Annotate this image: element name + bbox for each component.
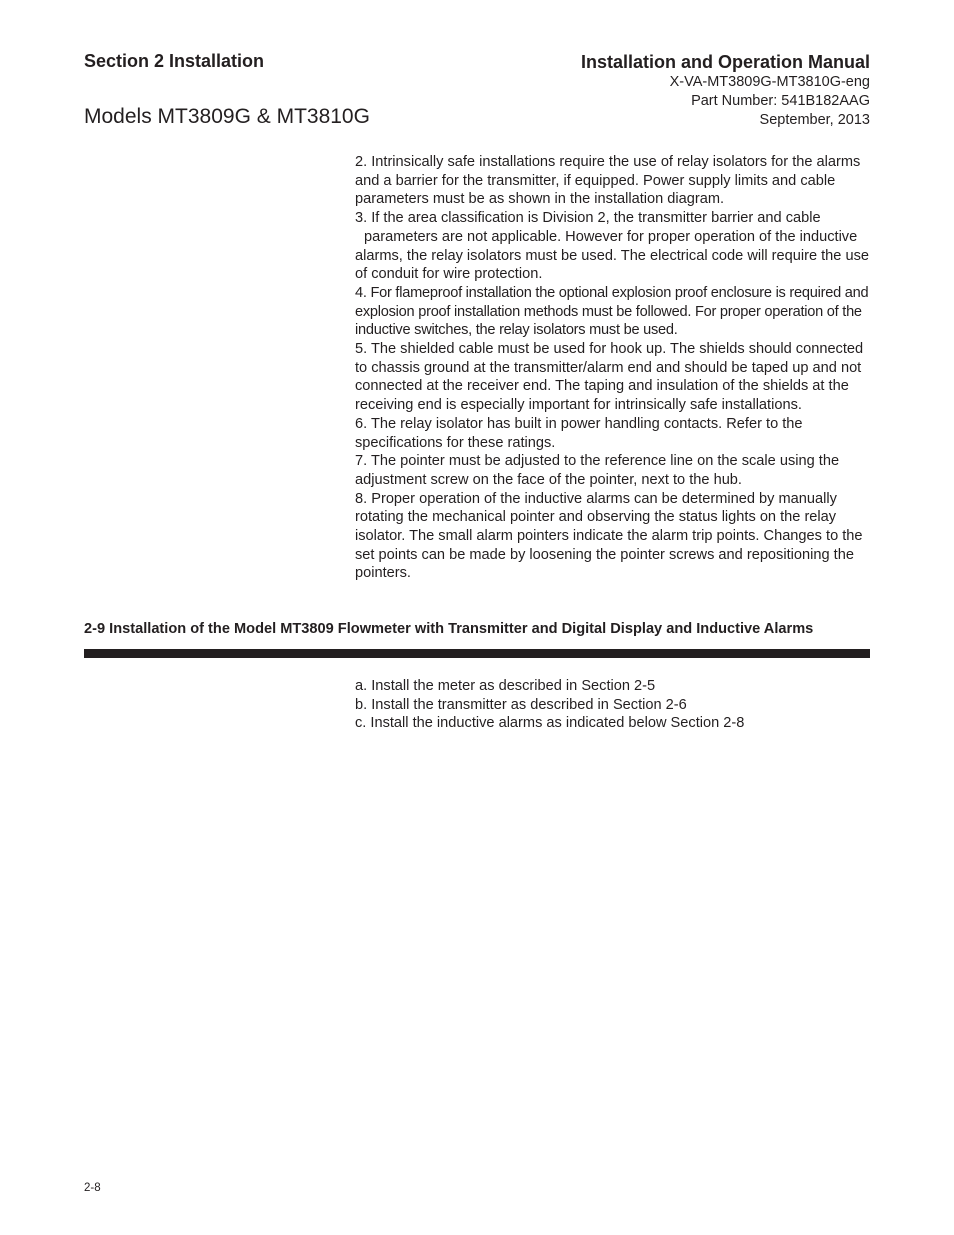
note-3: 3. If the area classification is Division 2, the transmitter barrier and cable <box>355 210 821 227</box>
models-title: Models MT3809G & MT3810G <box>84 105 370 128</box>
section-divider <box>84 649 870 658</box>
section-label: Section 2 Installation <box>84 51 265 71</box>
installation-steps <box>355 677 875 733</box>
note-6: 6. The relay isolator has built in power handling contacts. Refer to the specifications for these ratings. <box>355 415 803 451</box>
note-8: 8. Proper operation of the inductive alarms can be determined by manually rotating the mechanical pointer and observing the status lights on the relay isolator. The small alarm pointers indicate the alarm trip points. Changes to the set points can be made by loosening the pointer screws and repositioning the pointers. <box>355 490 863 582</box>
step-c: c. Install the inductive alarms as indicated below Section 2-8 <box>355 715 745 732</box>
publication-date: September, 2013 <box>759 112 870 128</box>
step-a: a. Install the meter as described in Section 2-5 <box>355 678 656 694</box>
note-5: 5. The shielded cable must be used for hook up. The shields should connected to chassis ground at the transmitter/alarm end and should be taped up and not connected at the receiver end. The taping and insulation of the shields at the receiving end is especially important for intrinsically safe installations. <box>355 341 864 414</box>
page-number: 2-8 <box>84 1182 101 1194</box>
note-2: 2. Intrinsically safe installations require the use of relay isolators for the alarms and a barrier for the transmitter, if equipped. Power supply limits and cable parameters must be as shown in the installation diagram. <box>355 154 861 208</box>
section-heading: 2-9 Installation of the Model MT3809 Flowmeter with Transmitter and Digital Display and Inductive Alarms <box>84 621 814 637</box>
step-b: b. Install the transmitter as described in Section 2-6 <box>355 696 687 713</box>
installation-notes <box>355 153 875 583</box>
manual-header <box>581 51 870 130</box>
note-7: 7. The pointer must be adjusted to the reference line on the scale using the adjustment screw on the face of the pointer, next to the hub. <box>355 453 840 488</box>
doc-code: X-VA-MT3809G-MT3810G-eng <box>669 74 870 90</box>
note-3-continued: parameters are not applicable. However for proper operation of the inductive alarms, the relay isolators must be used. The electrical code will require the use of conduit for wire protection. <box>355 228 869 283</box>
note-4: 4. For flameproof installation the optional explosion proof enclosure is required and explosion proof installation methods must be followed. For proper operation of the inductive switches, the relay isolators must be used. <box>355 284 869 339</box>
manual-title: Installation and Operation Manual <box>580 52 870 72</box>
part-number: Part Number: 541B182AAG <box>691 93 870 109</box>
